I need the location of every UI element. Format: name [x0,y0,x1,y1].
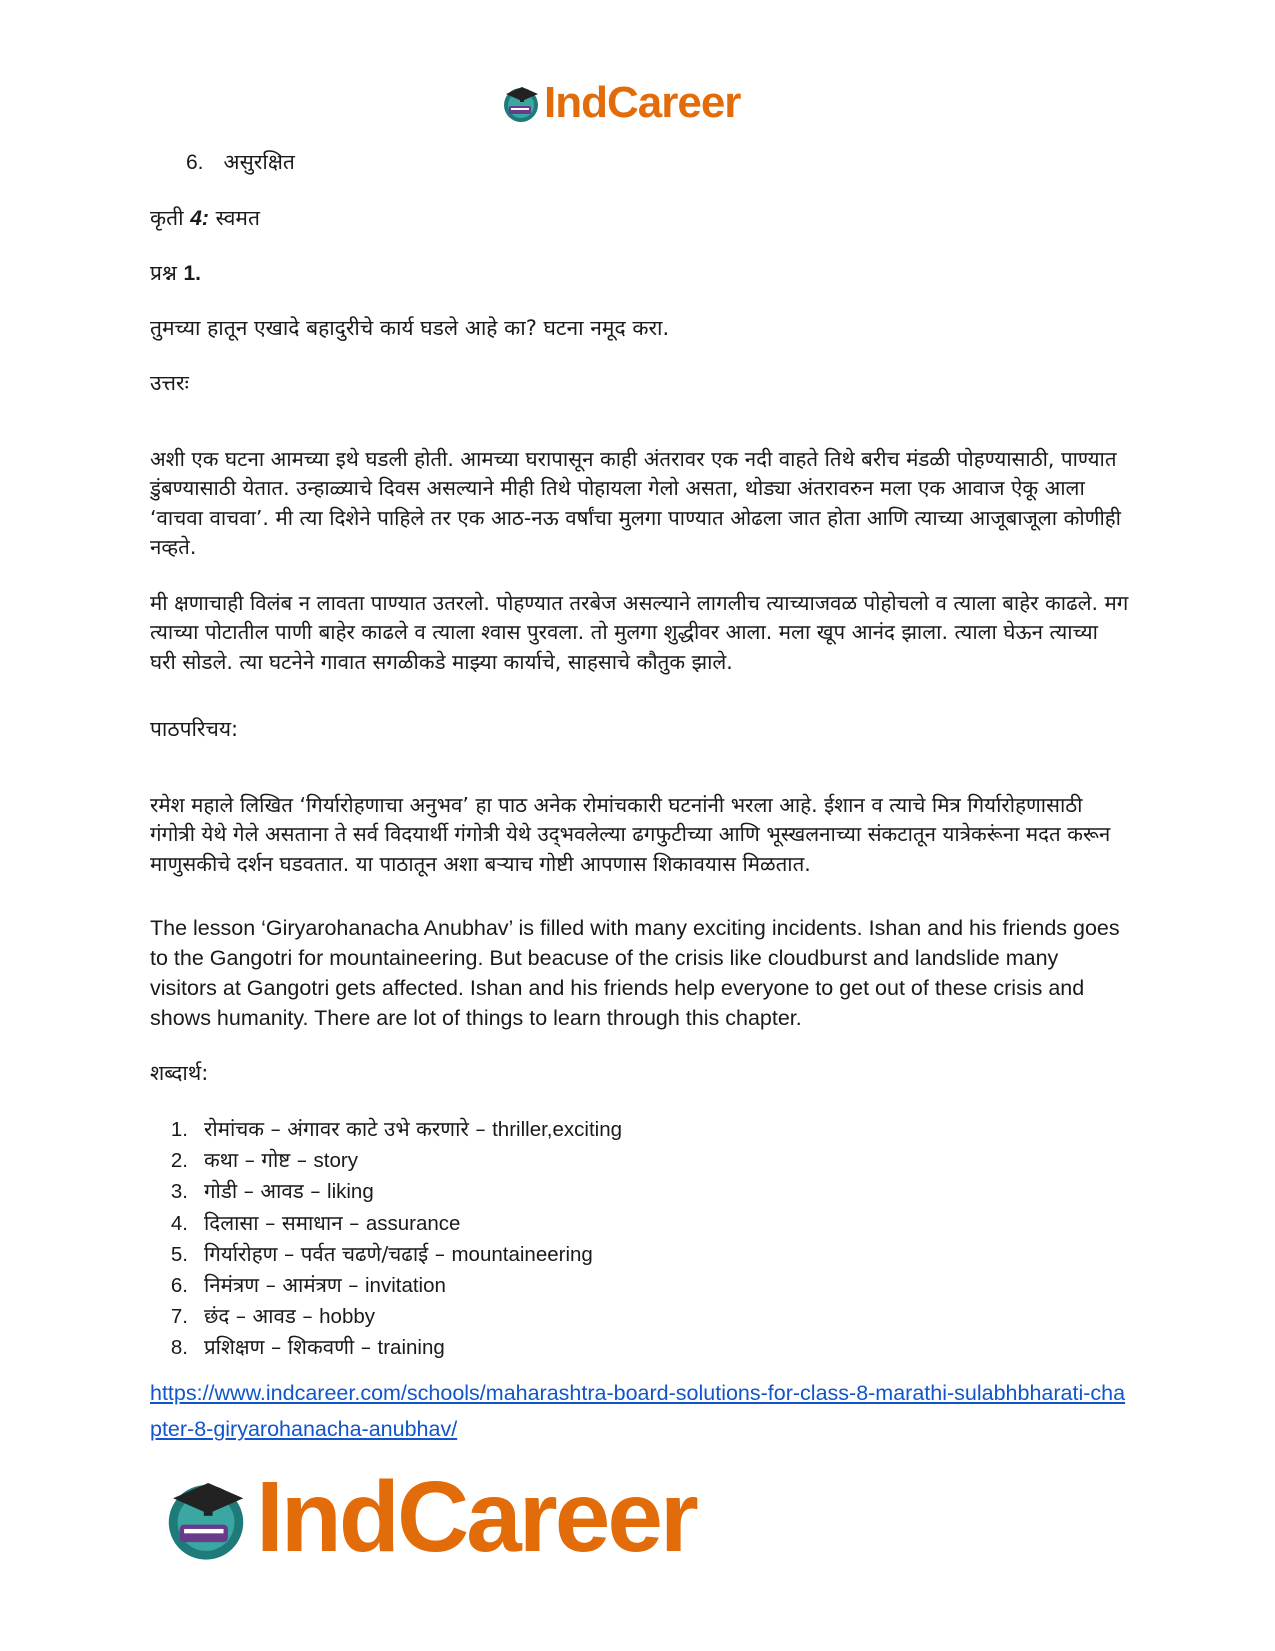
vocab-item: 4. दिलासा – समाधान – assurance [170,1210,461,1235]
graduation-globe-icon [500,82,542,124]
header-logo-text: IndCareer [544,78,741,127]
list-number: 6. [186,151,204,174]
graduation-globe-icon [160,1472,252,1564]
vocab-item: 2. कथा – गोष्ट – story [170,1148,358,1173]
answer-paragraph-2: मी क्षणाचाही विलंब न लावता पाण्यात उतरलो. पोहण्यात तरबेज असल्याने लागलीच त्याच्याजवळ पोहोचलो व त्याला बाहेर काढले. मग त्याच्या पोटातील पाणी बाहेर काढले व त्याला श्वास पुरवला. तो मुलगा शुद्धीवर आला. मला खूप आनंद झाला. त्याला घेऊन त्याच्या घरी सोडले. त्या घटनेने गावात सगळीकडे माझ्या कार्याचे, साहसाचे कौतुक झाले. [150,590,1129,674]
answer-paragraph-1: अशी एक घटना आमच्या इथे घडली होती. आमच्या घरापासून काही अंतरावर एक नदी वाहते तिथे बरीच मंडळी पोहण्यासाठी, पाण्यात डुंबण्यासाठी येतात. उन्हाळ्याचे दिवस असल्याने मीही तिथे पोहायला गेलो असता, थोड्या अंतरावरुन मला एक आवाज ऐकू आला ‘वाचवा वाचवा’. मी त्या दिशेने पाहिले तर एक आठ-नऊ वर्षांचा मुलगा पाण्यात ओढला जात होता आणि त्याच्या आजूबाजूला कोणीही नव्हते. [150,446,1121,559]
footer-logo [160,1460,696,1575]
intro-label: पाठपरिचय: [150,717,239,741]
header-logo [500,78,740,128]
intro-marathi-paragraph: रमेश महाले लिखित ‘गिर्यारोहणाचा अनुभव’ हा पाठ अनेक रोमांचकारी घटनांनी भरला आहे. ईशान व त्याचे मित्र गिर्यारोहणासाठी गंगोत्री येथे गेले असताना ते सर्व विदयार्थी गंगोत्री येथे उद्‌भवलेल्या ढगफुटीच्या आणि भूस्खलनाच्या संकटातून यात्रेकरूंना मदत करून माणुसकीचे दर्शन घडवतात. या पाठातून अशा बऱ्याच गोष्टी आपणास शिकावयास मिळतात. [150,792,1111,876]
vocab-item: 6. निमंत्रण – आमंत्रण – invitation [170,1273,446,1298]
question-text: तुमच्या हातून एखादे बहादुरीचे कार्य घडले आहे का? घटना नमूद करा. [150,316,670,340]
vocab-list [150,1114,622,1364]
vocab-item: 3. गोडी – आवड – liking [170,1179,374,1204]
intro-english-paragraph: The lesson ‘Giryarohanacha Anubhav’ is filled with many exciting incidents. Ishan and his friends goes to the Gangotri for mountaineering. But beacuse of the crisis like cloudburst and landslide many visitors at Gangotri gets affected. Ishan and his friends help everyone to get out of these crisis and shows humanity. There are lot of things to learn through this chapter. [150,916,1120,1030]
vocab-item: 5. गिर्यारोहण – पर्वत चढणे/चढाई – mountaineering [170,1241,593,1266]
vocab-label: शब्दार्थ: [150,1061,209,1085]
vocab-item: 8. प्रशिक्षण – शिकवणी – training [170,1335,445,1360]
answer-label: उत्तरः [150,371,189,395]
previous-list-item [186,147,295,178]
vocab-item: 7. छंद – आवड – hobby [170,1304,375,1329]
source-link[interactable]: https://www.indcareer.com/schools/maharashtra-board-solutions-for-class-8-marathi-sulabhbharati-chapter-8-giryarohanacha-anubhav/ [150,1381,1126,1441]
section-heading-kruti: कृती 4: स्वमत [150,206,260,230]
vocab-item: 1. रोमांचक – अंगावर काटे उभे करणारे – thriller,exciting [170,1117,622,1141]
footer-logo-text: IndCareer [256,1461,696,1573]
question-label: प्रश्न 1. [150,261,201,285]
list-text: असुरक्षित [223,150,295,174]
